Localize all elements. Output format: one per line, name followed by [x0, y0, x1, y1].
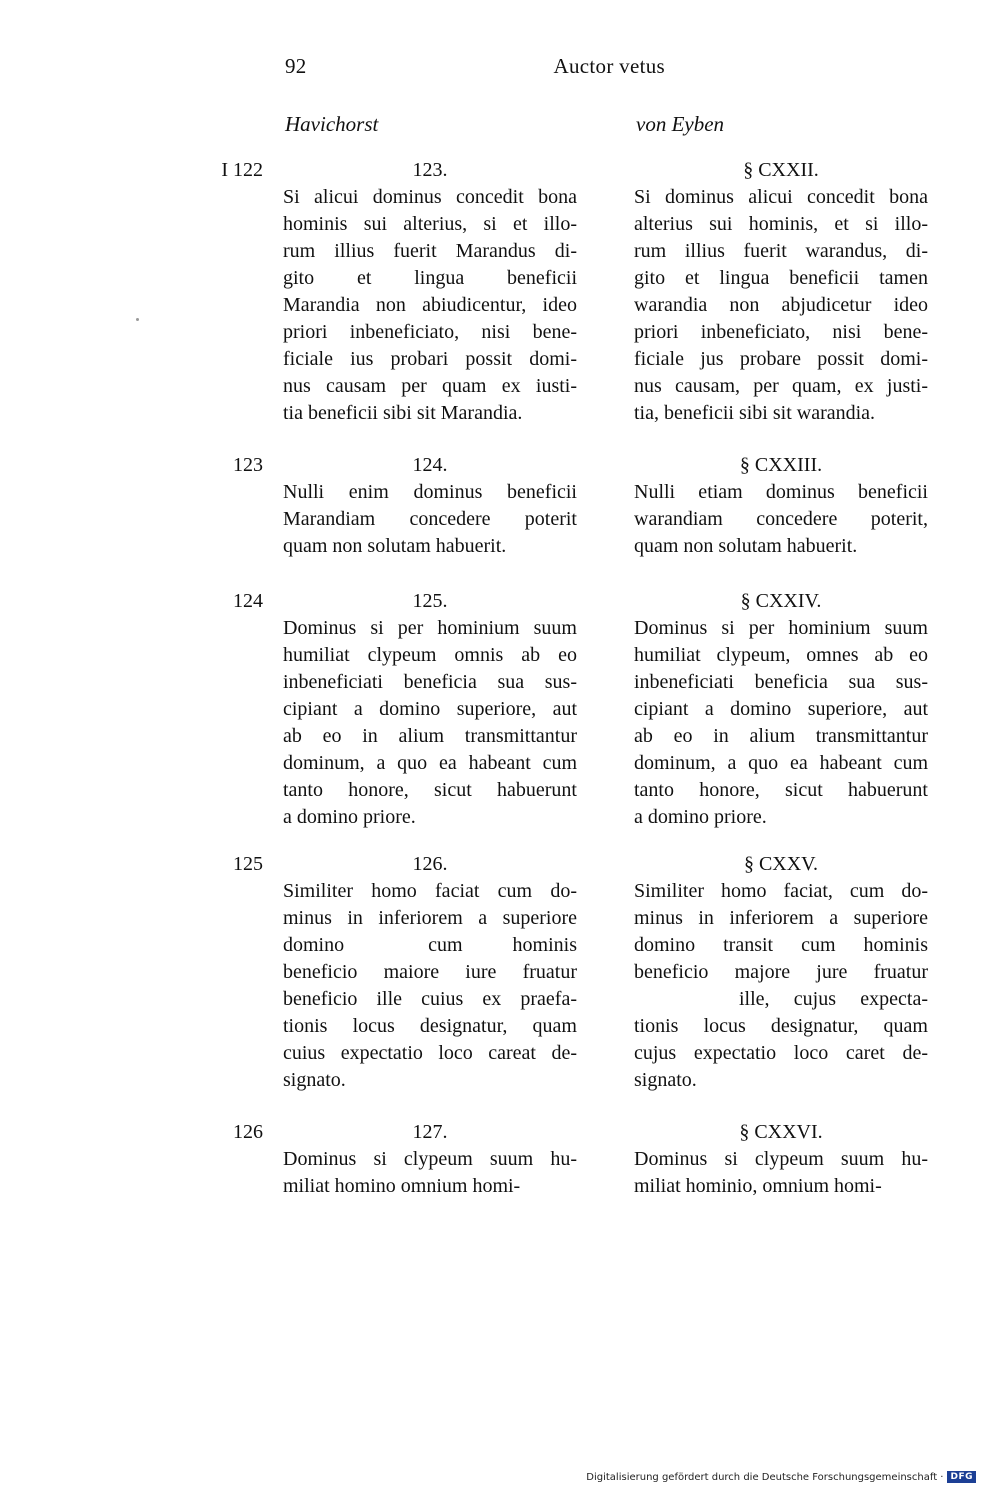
text-line: signato.	[634, 1069, 697, 1091]
right-column-heading: von Eyben	[636, 112, 725, 136]
text-line: gito et lingua beneficii tamen	[634, 267, 928, 289]
scan-speck	[136, 318, 139, 321]
left-column-text	[283, 157, 577, 427]
text-line: alterius sui hominis, et si illo-	[634, 213, 928, 235]
text-line: Marandia non abiudicentur, ideo	[283, 294, 577, 316]
text-line: ab eo in alium transmittantur	[634, 725, 928, 747]
text-line: tia beneficii sibi sit Marandia.	[283, 402, 523, 424]
text-line: warandiam concedere poterit,	[634, 508, 928, 530]
page-number: 92	[285, 54, 307, 78]
concordance-ref: I 122	[221, 159, 263, 181]
text-line: minus in inferiorem a superiore	[634, 907, 928, 929]
text-line: quam non solutam habuerit.	[283, 535, 507, 557]
right-column-text	[634, 157, 928, 427]
left-section-number: 127.	[412, 1121, 448, 1143]
right-section-number: § CXXV.	[743, 853, 819, 875]
text-line	[283, 932, 577, 959]
text-line: Similiter homo faciat cum do-	[283, 880, 577, 902]
text-line: Marandiam concedere poterit	[283, 508, 577, 530]
text-line: rum illius fuerit warandus, di-	[634, 240, 928, 262]
text-line: Dominus si clypeum suum hu-	[634, 1148, 928, 1170]
right-column-text	[634, 588, 928, 831]
text-line: cipiant a domino superiore, aut	[634, 698, 928, 720]
concordance-ref: 124	[233, 590, 263, 612]
right-section-number: § CXXII.	[743, 159, 819, 181]
left-column-text	[283, 851, 577, 1094]
text-line: ficiale jus probare possit domi-	[634, 348, 928, 370]
text-line: a domino priore.	[283, 806, 416, 828]
text-line: humiliat clypeum omnis ab eo	[283, 644, 577, 666]
text-line: nus causam, per quam, ex justi-	[634, 375, 928, 397]
text-line: quam non solutam habuerit.	[634, 535, 858, 557]
text-line: tionis locus designatur, quam	[634, 1015, 928, 1037]
text-line: humiliat clypeum, omnes ab eo	[634, 644, 928, 666]
text-line: miliat hominio, omnium homi-	[634, 1175, 882, 1197]
left-section-number: 123.	[412, 159, 448, 181]
gap	[344, 932, 428, 959]
footer	[586, 1471, 976, 1483]
text-line: inbeneficiati beneficia sua sus-	[283, 671, 577, 693]
text-line: cipiant a domino superiore, aut	[283, 698, 577, 720]
text-line: ficiale ius probari possit domi-	[283, 348, 577, 370]
text-line: beneficio ille cuius ex praefa-	[283, 988, 577, 1010]
text-line: Nulli enim dominus beneficii	[283, 481, 577, 503]
text-line: hominis sui alterius, si et illo-	[283, 213, 577, 235]
right-column-text	[634, 452, 928, 560]
text-fragment: cum hominis	[428, 934, 577, 956]
text-line: Dominus si per hominium suum	[634, 617, 928, 639]
right-section-number: § CXXVI.	[739, 1121, 823, 1143]
text-line: gito et lingua beneficii	[283, 267, 577, 289]
left-column-text	[283, 588, 577, 831]
right-section-number: § CXXIV.	[740, 590, 822, 612]
concordance-ref: 123	[233, 454, 263, 476]
text-line: minus in inferiorem a superiore	[283, 907, 577, 929]
running-title: Auctor vetus	[553, 54, 665, 78]
text-line: Similiter homo faciat, cum do-	[634, 880, 928, 902]
text-line: beneficio maiore iure fruatur	[283, 961, 577, 983]
text-line: nus causam per quam ex iusti-	[283, 375, 577, 397]
text-line: ille, cujus expecta-	[739, 988, 928, 1010]
left-section-number: 124.	[412, 454, 448, 476]
text-line: tanto honore, sicut habuerunt	[283, 779, 577, 801]
text-line: Dominus si clypeum suum hu-	[283, 1148, 577, 1170]
text-line: cujus expectatio loco caret de-	[634, 1042, 928, 1064]
left-column-text	[283, 1119, 577, 1200]
left-column-heading: Havichorst	[285, 112, 379, 136]
dfg-logo: DFG	[947, 1471, 976, 1483]
left-section-number: 125.	[412, 590, 448, 612]
text-line: tanto honore, sicut habuerunt	[634, 779, 928, 801]
text-line: Dominus si per hominium suum	[283, 617, 577, 639]
text-line: ab eo in alium transmittantur	[283, 725, 577, 747]
text-line: priori inbeneficiato, nisi bene-	[634, 321, 928, 343]
text-line: Si alicui dominus concedit bona	[283, 186, 577, 208]
text-line: beneficio majore jure fruatur	[634, 961, 928, 983]
concordance-ref: 125	[233, 853, 263, 875]
text-line: dominum, a quo ea habeant cum	[283, 752, 577, 774]
text-line: signato.	[283, 1069, 346, 1091]
right-section-number: § CXXIII.	[739, 454, 823, 476]
text-line: Si dominus alicui concedit bona	[634, 186, 928, 208]
text-line: Nulli etiam dominus beneficii	[634, 481, 928, 503]
footer-credit: Digitalisierung gefördert durch die Deutsche Forschungsgemeinschaft ·	[586, 1471, 944, 1483]
text-line: domino transit cum hominis	[634, 934, 928, 956]
text-fragment: domino	[283, 934, 345, 956]
concordance-ref: 126	[233, 1121, 263, 1143]
text-line: a domino priore.	[634, 806, 767, 828]
right-column-text	[634, 851, 928, 1094]
text-line: tia, beneficii sibi sit warandia.	[634, 402, 876, 424]
text-line: warandia non abjudicetur ideo	[634, 294, 928, 316]
left-section-number: 126.	[412, 853, 448, 875]
text-line: inbeneficiati beneficia sua sus-	[634, 671, 928, 693]
text-line: priori inbeneficiato, nisi bene-	[283, 321, 577, 343]
text-line: miliat homino omnium homi-	[283, 1175, 521, 1197]
right-column-text	[634, 1119, 928, 1200]
text-line: dominum, a quo ea habeant cum	[634, 752, 928, 774]
left-column-text	[283, 452, 577, 560]
text-line: rum illius fuerit Marandus di-	[283, 240, 577, 262]
text-line: tionis locus designatur, quam	[283, 1015, 577, 1037]
text-line: cuius expectatio loco careat de-	[283, 1042, 577, 1064]
